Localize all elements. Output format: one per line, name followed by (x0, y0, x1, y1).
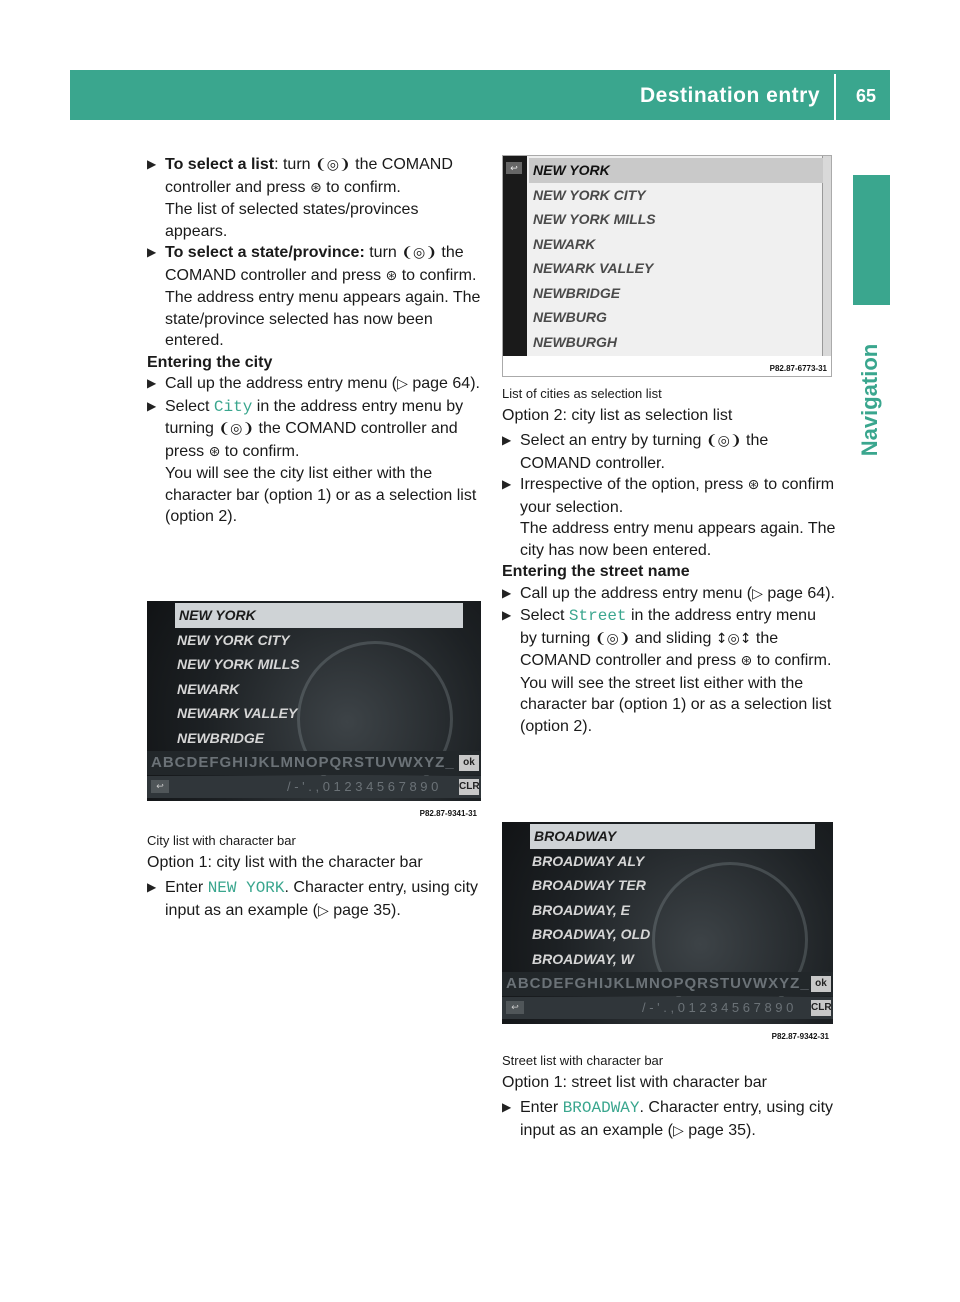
arrow-icon: ▶ (502, 477, 512, 491)
figure-caption: List of cities as selection list (502, 386, 662, 401)
step-select-list: ▶ To select a list: turn ❨◎❩ the COMAND controller and press ⊛ to confirm. The list of selected states/provinces appears. (147, 156, 453, 240)
step-select-entry: ▶ Select an entry by turning ❨◎❩ the COMAND controller. (502, 432, 769, 472)
page-header (70, 70, 890, 120)
scrollbar[interactable] (822, 156, 831, 356)
menu-item-city: City (213, 397, 253, 416)
list-item[interactable]: NEW YORK CITY (533, 186, 646, 203)
list-item[interactable]: NEWBRIDGE (177, 729, 265, 746)
step-confirm-selection: ▶ Irrespective of the option, press ⊛ to confirm your selection. The address entry menu appears again. The city has now been entered. (502, 476, 836, 559)
page-ref-icon: ▷ (397, 376, 408, 392)
figure-code: P82.87-9342-31 (771, 1032, 829, 1041)
list-item[interactable]: NEW YORK MILLS (177, 656, 300, 672)
step-select-state: ▶ To select a state/province: turn ❨◎❩ the COMAND controller and press ⊛ to confirm. The address entry menu appears again. The state/province selected has now been entered. (147, 244, 481, 349)
page-number: 65 (855, 86, 876, 106)
list-item[interactable]: NEW YORK (175, 603, 463, 628)
step-call-menu: ▶ Call up the address entry menu (▷ page 64). (147, 373, 482, 396)
arrow-icon: ▶ (502, 1100, 512, 1114)
arrow-icon: ▶ (147, 376, 157, 390)
figure-code: P82.87-9341-31 (419, 809, 477, 818)
city-list-screenshot (147, 601, 481, 821)
press-controller-icon: ⊛ (747, 477, 760, 493)
list-item[interactable]: BROADWAY (530, 824, 815, 849)
option-heading: Option 1: city list with the character bar (147, 853, 423, 871)
list-item[interactable]: NEWBURG (533, 309, 607, 325)
right-column-lower (502, 1050, 837, 1142)
input-new-york: NEW YORK (207, 879, 285, 897)
arrow-icon: ▶ (502, 608, 512, 622)
menu-item-street: Street (568, 607, 627, 625)
list-item[interactable]: NEWARK VALLEY (533, 260, 654, 276)
side-tab-marker (853, 175, 890, 305)
back-icon[interactable]: ↩ (506, 162, 522, 174)
character-bar-digits[interactable]: / - ' . , 0 1 2 3 4 5 6 7 8 9 0 (147, 776, 481, 798)
character-bar[interactable]: ABCDEFGHIJKLMNOPQRSTUVWXYZ_ (502, 972, 833, 996)
left-column-lower (147, 830, 482, 922)
street-list-screenshot (502, 822, 833, 1044)
list-item[interactable]: NEWARK (177, 680, 240, 697)
arrow-icon: ▶ (502, 433, 512, 447)
list-item[interactable]: BROADWAY ALY (532, 852, 645, 869)
list-item[interactable]: BROADWAY, OLD (532, 926, 651, 942)
left-column (147, 154, 482, 528)
character-bar[interactable]: ABCDEFGHIJKLMNOPQRSTUVWXYZ_ (147, 751, 481, 775)
step-enter-new-york: ▶ Enter NEW YORK. Character entry, using city input as an example (▷ page 35). (147, 879, 479, 919)
press-controller-icon: ⊛ (740, 653, 753, 669)
step-enter-broadway: ▶ Enter BROADWAY. Character entry, using city input as an example (▷ page 35). (502, 1099, 834, 1139)
list-item[interactable]: NEWBURGH (533, 333, 617, 350)
arrow-icon: ▶ (147, 157, 157, 171)
turn-controller-icon: ❨◎❩ (218, 421, 255, 437)
ok-button[interactable]: ok (459, 755, 479, 771)
figure-caption: City list with character bar (147, 833, 296, 848)
option-heading: Option 2: city list as selection list (502, 406, 733, 424)
figure-caption: Street list with character bar (502, 1053, 664, 1068)
input-broadway: BROADWAY (562, 1099, 640, 1117)
arrow-icon: ▶ (147, 245, 157, 259)
header-divider (834, 74, 836, 120)
list-item[interactable]: NEW YORK CITY (177, 631, 290, 648)
heading-entering-street: Entering the street name (502, 563, 690, 580)
list-item[interactable]: NEW YORK MILLS (533, 211, 656, 227)
section-title: Destination entry (639, 84, 820, 107)
heading-entering-city: Entering the city (147, 353, 273, 371)
press-controller-icon: ⊛ (309, 179, 322, 196)
clear-button[interactable]: CLR (811, 1000, 831, 1016)
option-heading: Option 1: street list with character bar (502, 1073, 767, 1091)
list-item[interactable]: BROADWAY, W (532, 950, 634, 967)
page-ref-icon: ▷ (752, 585, 763, 602)
step-call-menu: ▶ Call up the address entry menu (▷ page 64). (502, 583, 837, 606)
arrow-icon: ▶ (147, 880, 157, 894)
list-item[interactable]: BROADWAY, E (532, 901, 631, 918)
turn-controller-icon: ❨◎❩ (594, 630, 631, 647)
side-tab-label: Navigation (857, 343, 882, 457)
clear-button[interactable]: CLR (459, 779, 479, 795)
arrow-icon: ▶ (147, 398, 157, 413)
back-icon[interactable]: ↩ (506, 1001, 524, 1014)
turn-controller-icon: ❨◎❩ (314, 157, 351, 173)
ok-button[interactable]: ok (811, 976, 831, 992)
list-item[interactable]: NEWARK (533, 235, 596, 252)
city-selection-list-screenshot (502, 155, 832, 377)
turn-controller-icon: ❨◎❩ (401, 245, 437, 261)
list-item[interactable]: NEWARK VALLEY (177, 705, 298, 721)
list-item[interactable]: NEWBRIDGE (533, 284, 621, 301)
press-controller-icon: ⊛ (385, 267, 398, 284)
back-icon[interactable]: ↩ (151, 780, 169, 793)
step-select-city: ▶ Select City in the address entry menu by turning ❨◎❩ the COMAND controller and press ⊛ to confirm. You will see the city list either with the character bar (option 1) or as a selection list (option 2). (147, 397, 477, 525)
character-bar-digits[interactable]: / - ' . , 0 1 2 3 4 5 6 7 8 9 0 (502, 997, 833, 1019)
arrow-icon: ▶ (502, 585, 512, 600)
page-ref-icon: ▷ (672, 1122, 684, 1139)
page-ref-icon: ▷ (317, 902, 329, 919)
press-controller-icon: ⊛ (208, 443, 221, 460)
figure-code: P82.87-6773-31 (769, 364, 827, 373)
right-column (502, 383, 837, 737)
list-item[interactable]: BROADWAY TER (532, 877, 646, 893)
list-item[interactable]: NEW YORK (529, 158, 823, 183)
step-select-street: ▶ Select Street in the address entry menu by turning ❨◎❩ and sliding ↕◎↕ the COMAND controller and press ⊛ to confirm. You will see the street list either with the character bar (option 1) or as a selection list (option 2). (502, 607, 832, 735)
turn-controller-icon: ❨◎❩ (705, 433, 742, 449)
slide-controller-icon: ↕◎↕ (715, 630, 752, 647)
